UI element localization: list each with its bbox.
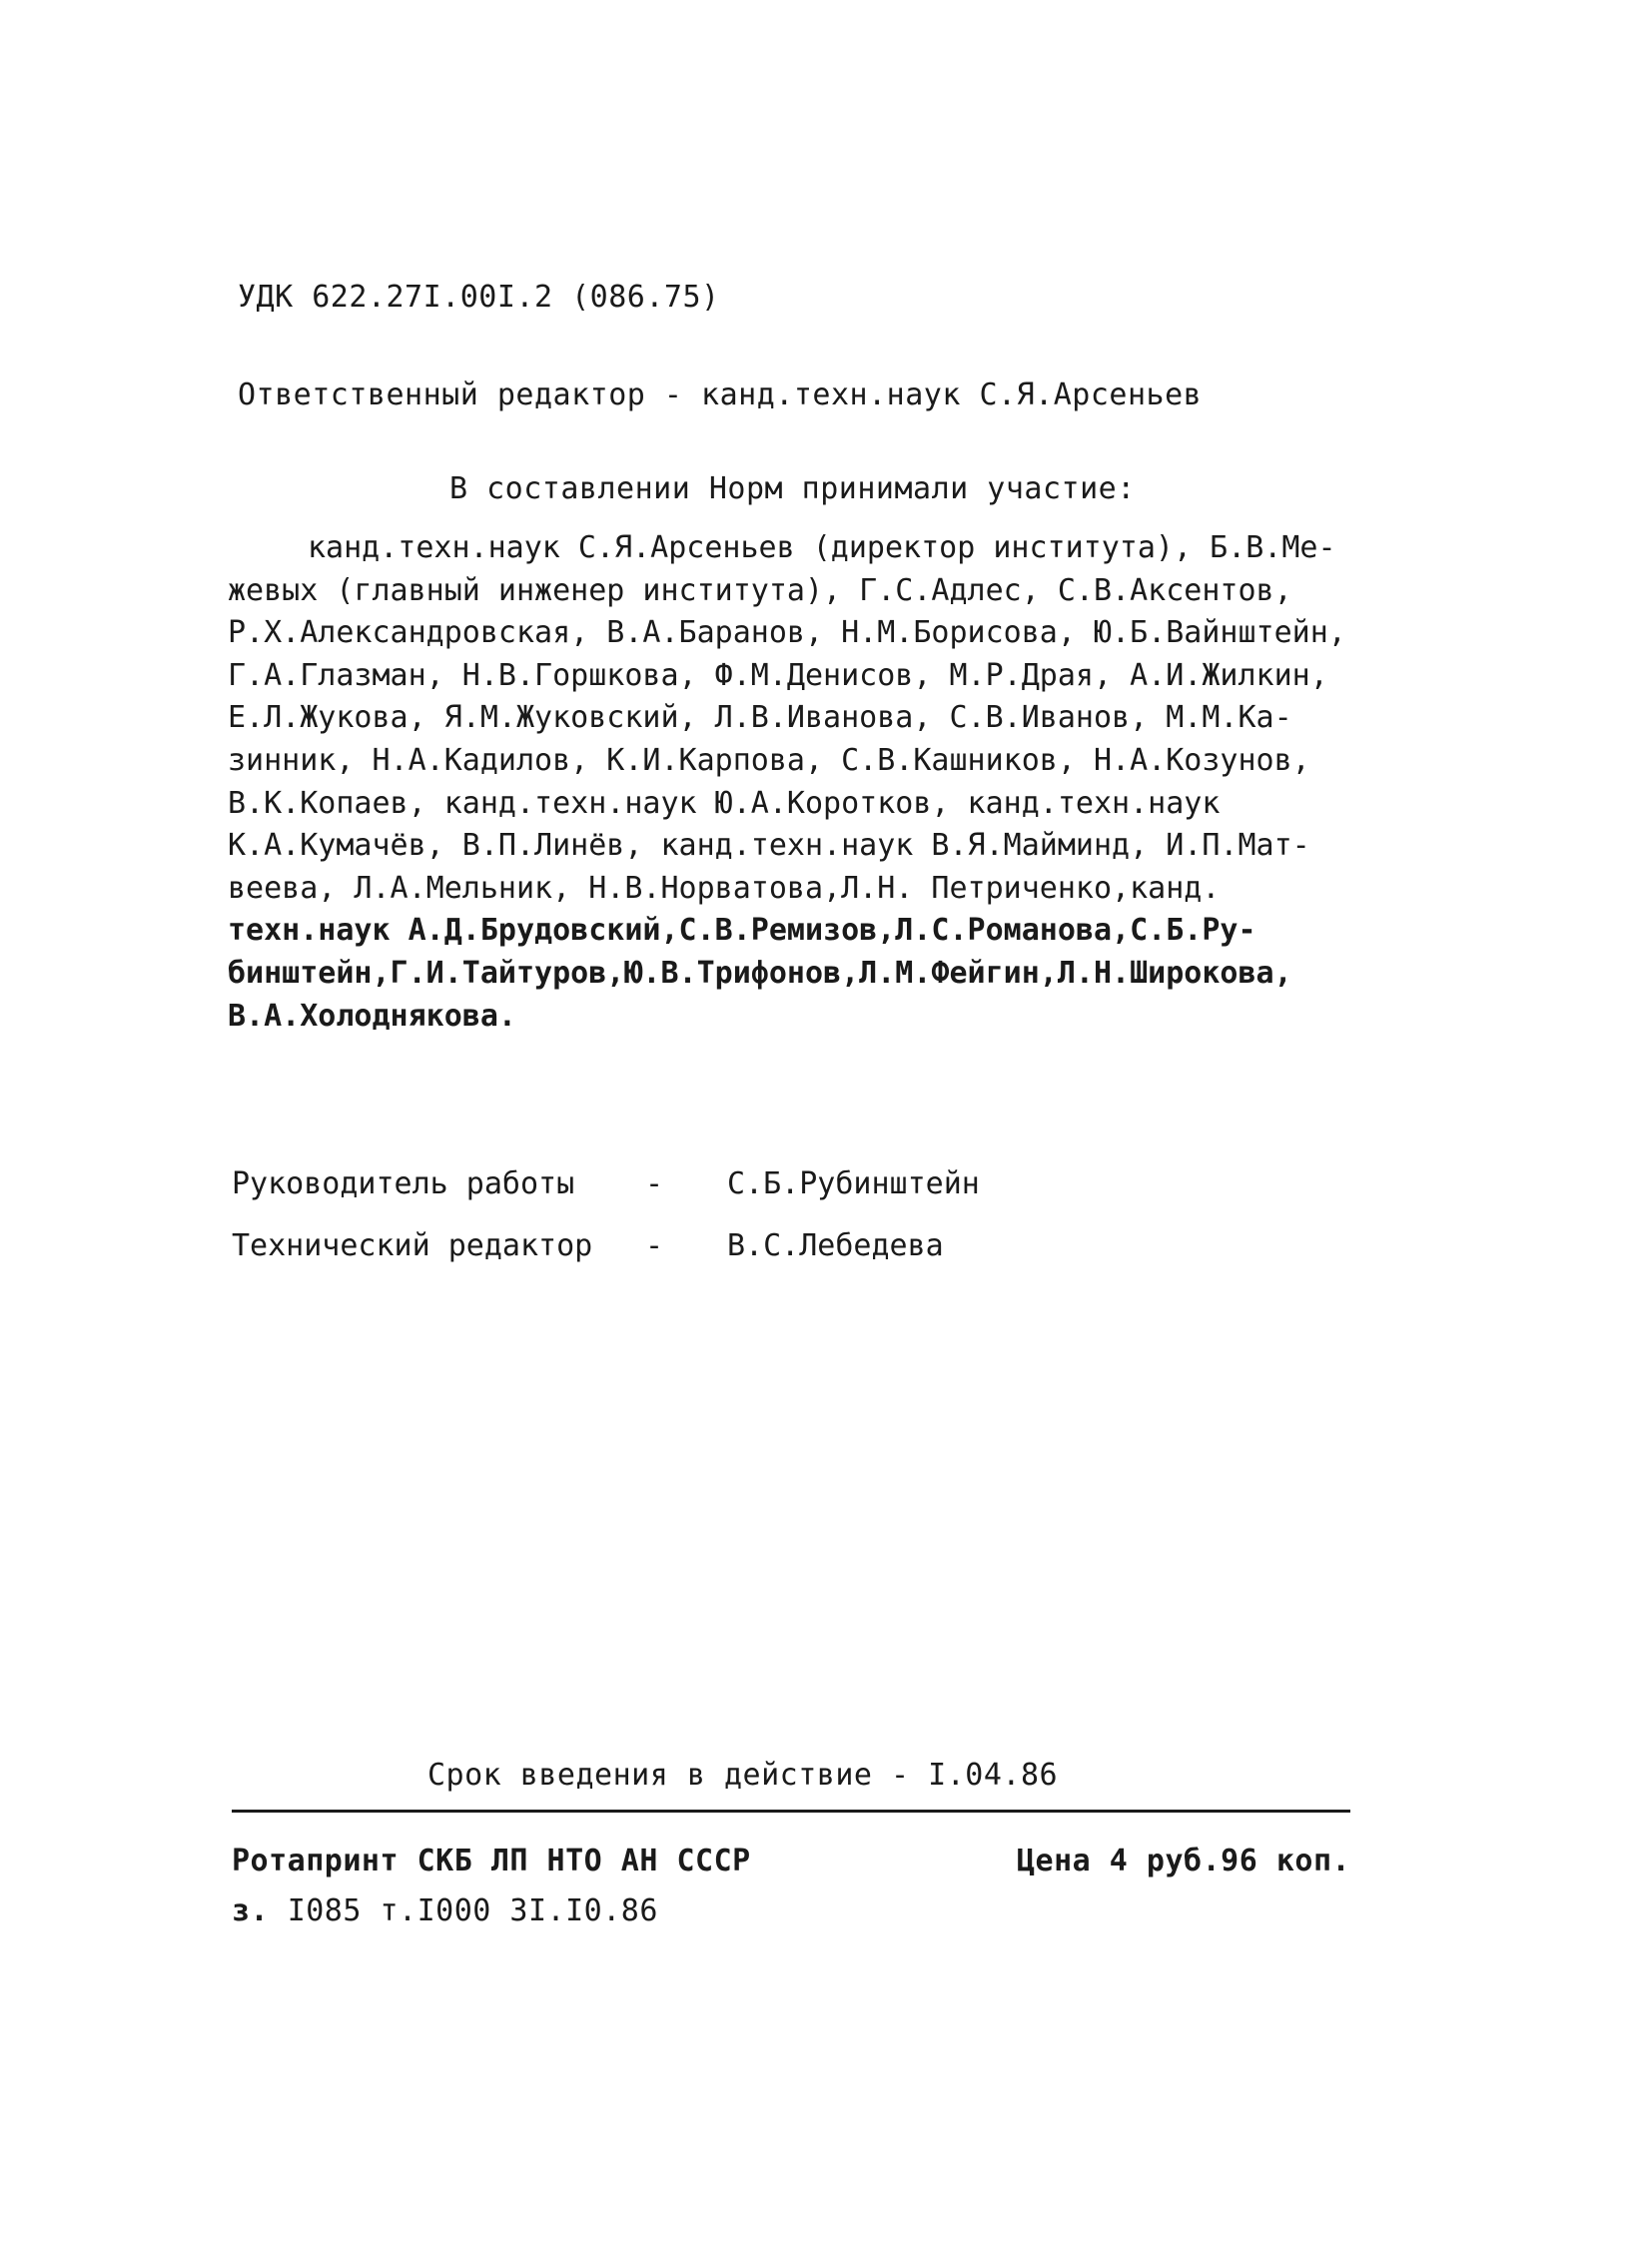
tech-editor-label: Технический редактор: [232, 1228, 593, 1263]
tech-editor-dash: -: [645, 1228, 664, 1263]
participants-line: техн.наук А.Д.Брудовский,С.В.Ремизов,Л.С.Романова,С.Б.Ру-: [228, 913, 1256, 949]
responsible-editor: Ответственный редактор - канд.техн.наук С.Я.Арсеньев: [238, 377, 1203, 412]
participants-intro: В составлении Норм принимали участие:: [449, 471, 1136, 506]
participants-line: бинштейн,Г.И.Тайтуров,Ю.В.Трифонов,Л.М.Фейгин,Л.Н.Широкова,: [228, 955, 1292, 991]
participants-list: [228, 527, 1416, 1038]
participants-line: жевых (главный инженер института), Г.С.Адлес, С.В.Аксентов,: [228, 572, 1292, 608]
participants-line: канд.техн.наук С.Я.Арсеньев (директор института), Б.В.Ме-: [308, 530, 1336, 565]
participants-line: В.К.Копаев, канд.техн.наук Ю.А.Коротков, канд.техн.наук: [228, 785, 1221, 821]
order-prefix: з.: [232, 1893, 270, 1928]
order-details: I085 т.I000 3I.I0.86: [287, 1893, 658, 1928]
udk-code: УДК 622.27I.00I.2 (086.75): [238, 280, 720, 315]
work-manager-name: С.Б.Рубинштейн: [727, 1166, 980, 1201]
tech-editor-name: В.С.Лебедева: [727, 1228, 944, 1263]
divider-line: [232, 1810, 1350, 1813]
work-manager-label: Руководитель работы: [232, 1166, 575, 1201]
price: Цена 4 руб.96 коп.: [1017, 1844, 1351, 1878]
participants-line: Р.Х.Александровская, В.А.Баранов, Н.М.Борисова, Ю.Б.Вайнштейн,: [228, 615, 1346, 651]
printer-info: Ротапринт СКБ ЛП НТО АН СССР: [232, 1844, 751, 1878]
work-manager-dash: -: [645, 1166, 664, 1201]
participants-line: веева, Л.А.Мельник, Н.В.Норватова,Л.Н. Петриченко,канд.: [228, 870, 1221, 906]
participants-line: В.А.Холоднякова.: [228, 998, 516, 1034]
participants-line: зинник, Н.А.Кадилов, К.И.Карпова, С.В.Кашников, Н.А.Козунов,: [228, 742, 1310, 778]
participants-line: Г.А.Глазман, Н.В.Горшкова, Ф.М.Денисов, М.Р.Драя, А.И.Жилкин,: [228, 657, 1328, 693]
order-info: [232, 1893, 658, 1928]
participants-line: Е.Л.Жукова, Я.М.Жуковский, Л.В.Иванова, С.В.Иванов, М.М.Ка-: [228, 700, 1292, 736]
participants-line: К.А.Кумачёв, В.П.Линёв, канд.техн.наук В.Я.Майминд, И.П.Мат-: [228, 828, 1310, 864]
effective-date: Срок введения в действие - I.04.86: [427, 1758, 1059, 1793]
